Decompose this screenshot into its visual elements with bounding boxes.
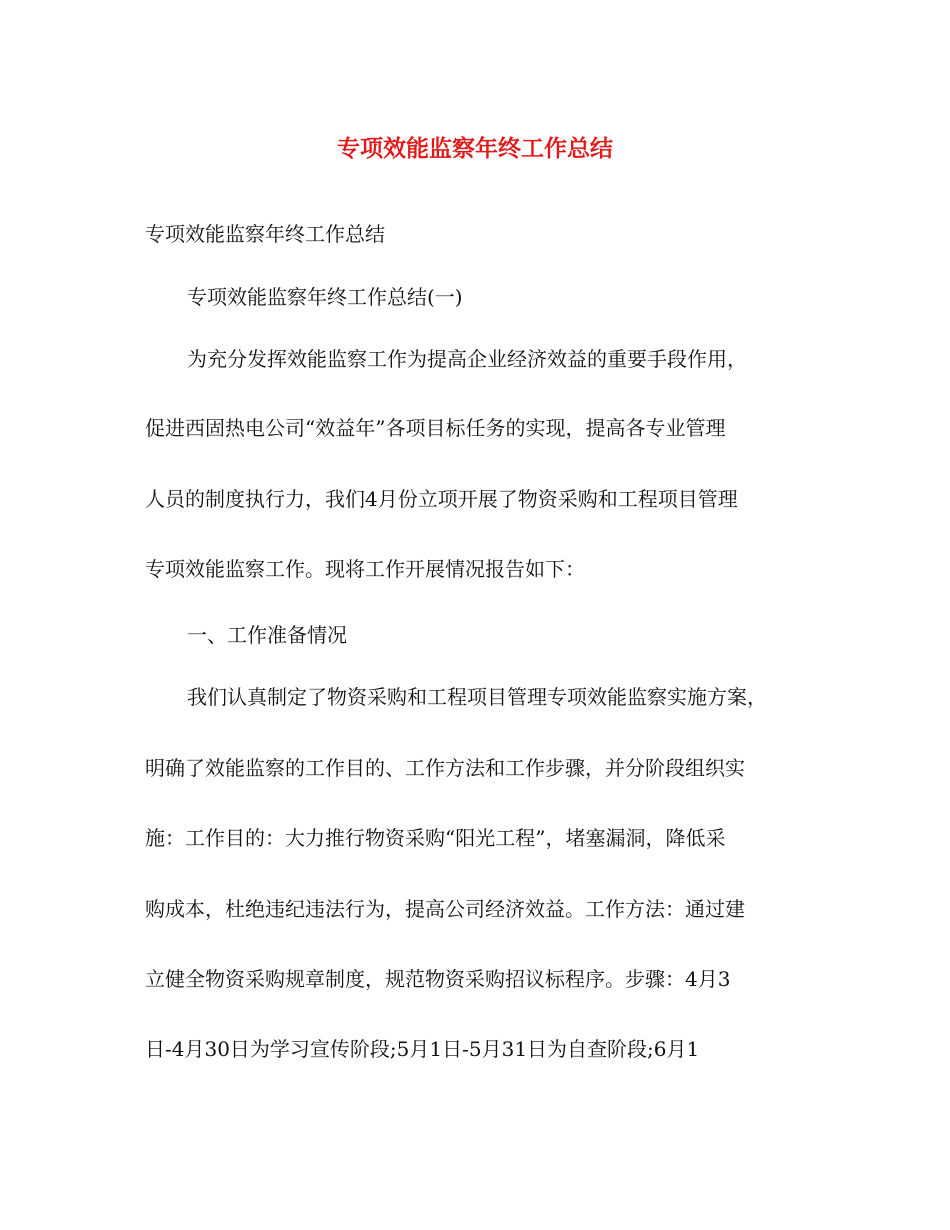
paragraph-line: 明确了效能监察的工作目的、工作方法和工作步骤，并分阶段组织实	[145, 756, 745, 780]
paragraph-line: 施：工作目的：大力推行物资采购“阳光工程”，堵塞漏洞，降低采	[145, 826, 726, 850]
paragraph-line: 我们认真制定了物资采购和工程项目管理专项效能监察实施方案，	[187, 685, 767, 709]
paragraph-line: 购成本，杜绝违纪违法行为，提高公司经济效益。工作方法：通过建	[145, 897, 745, 921]
subtitle-line: 专项效能监察年终工作总结	[145, 222, 385, 246]
paragraph-line: 立健全物资采购规章制度，规范物资采购招议标程序。步骤：4月3	[145, 967, 731, 991]
document-title: 专项效能监察年终工作总结	[337, 136, 613, 162]
paragraph-line: 日-4月30日为学习宣传阶段;5月1日-5月31日为自查阶段;6月1	[145, 1037, 700, 1061]
paragraph-line: 促进西固热电公司“效益年”各项目标任务的实现，提高各专业管理	[145, 416, 726, 440]
paragraph-line: 人员的制度执行力，我们4月份立项开展了物资采购和工程项目管理	[145, 487, 738, 511]
section-heading-1: 专项效能监察年终工作总结(一)	[187, 285, 463, 309]
paragraph-line: 专项效能监察工作。现将工作开展情况报告如下：	[145, 557, 585, 581]
paragraph-line: 为充分发挥效能监察工作为提高企业经济效益的重要手段作用，	[187, 347, 747, 371]
section-heading-2: 一、工作准备情况	[187, 623, 347, 647]
